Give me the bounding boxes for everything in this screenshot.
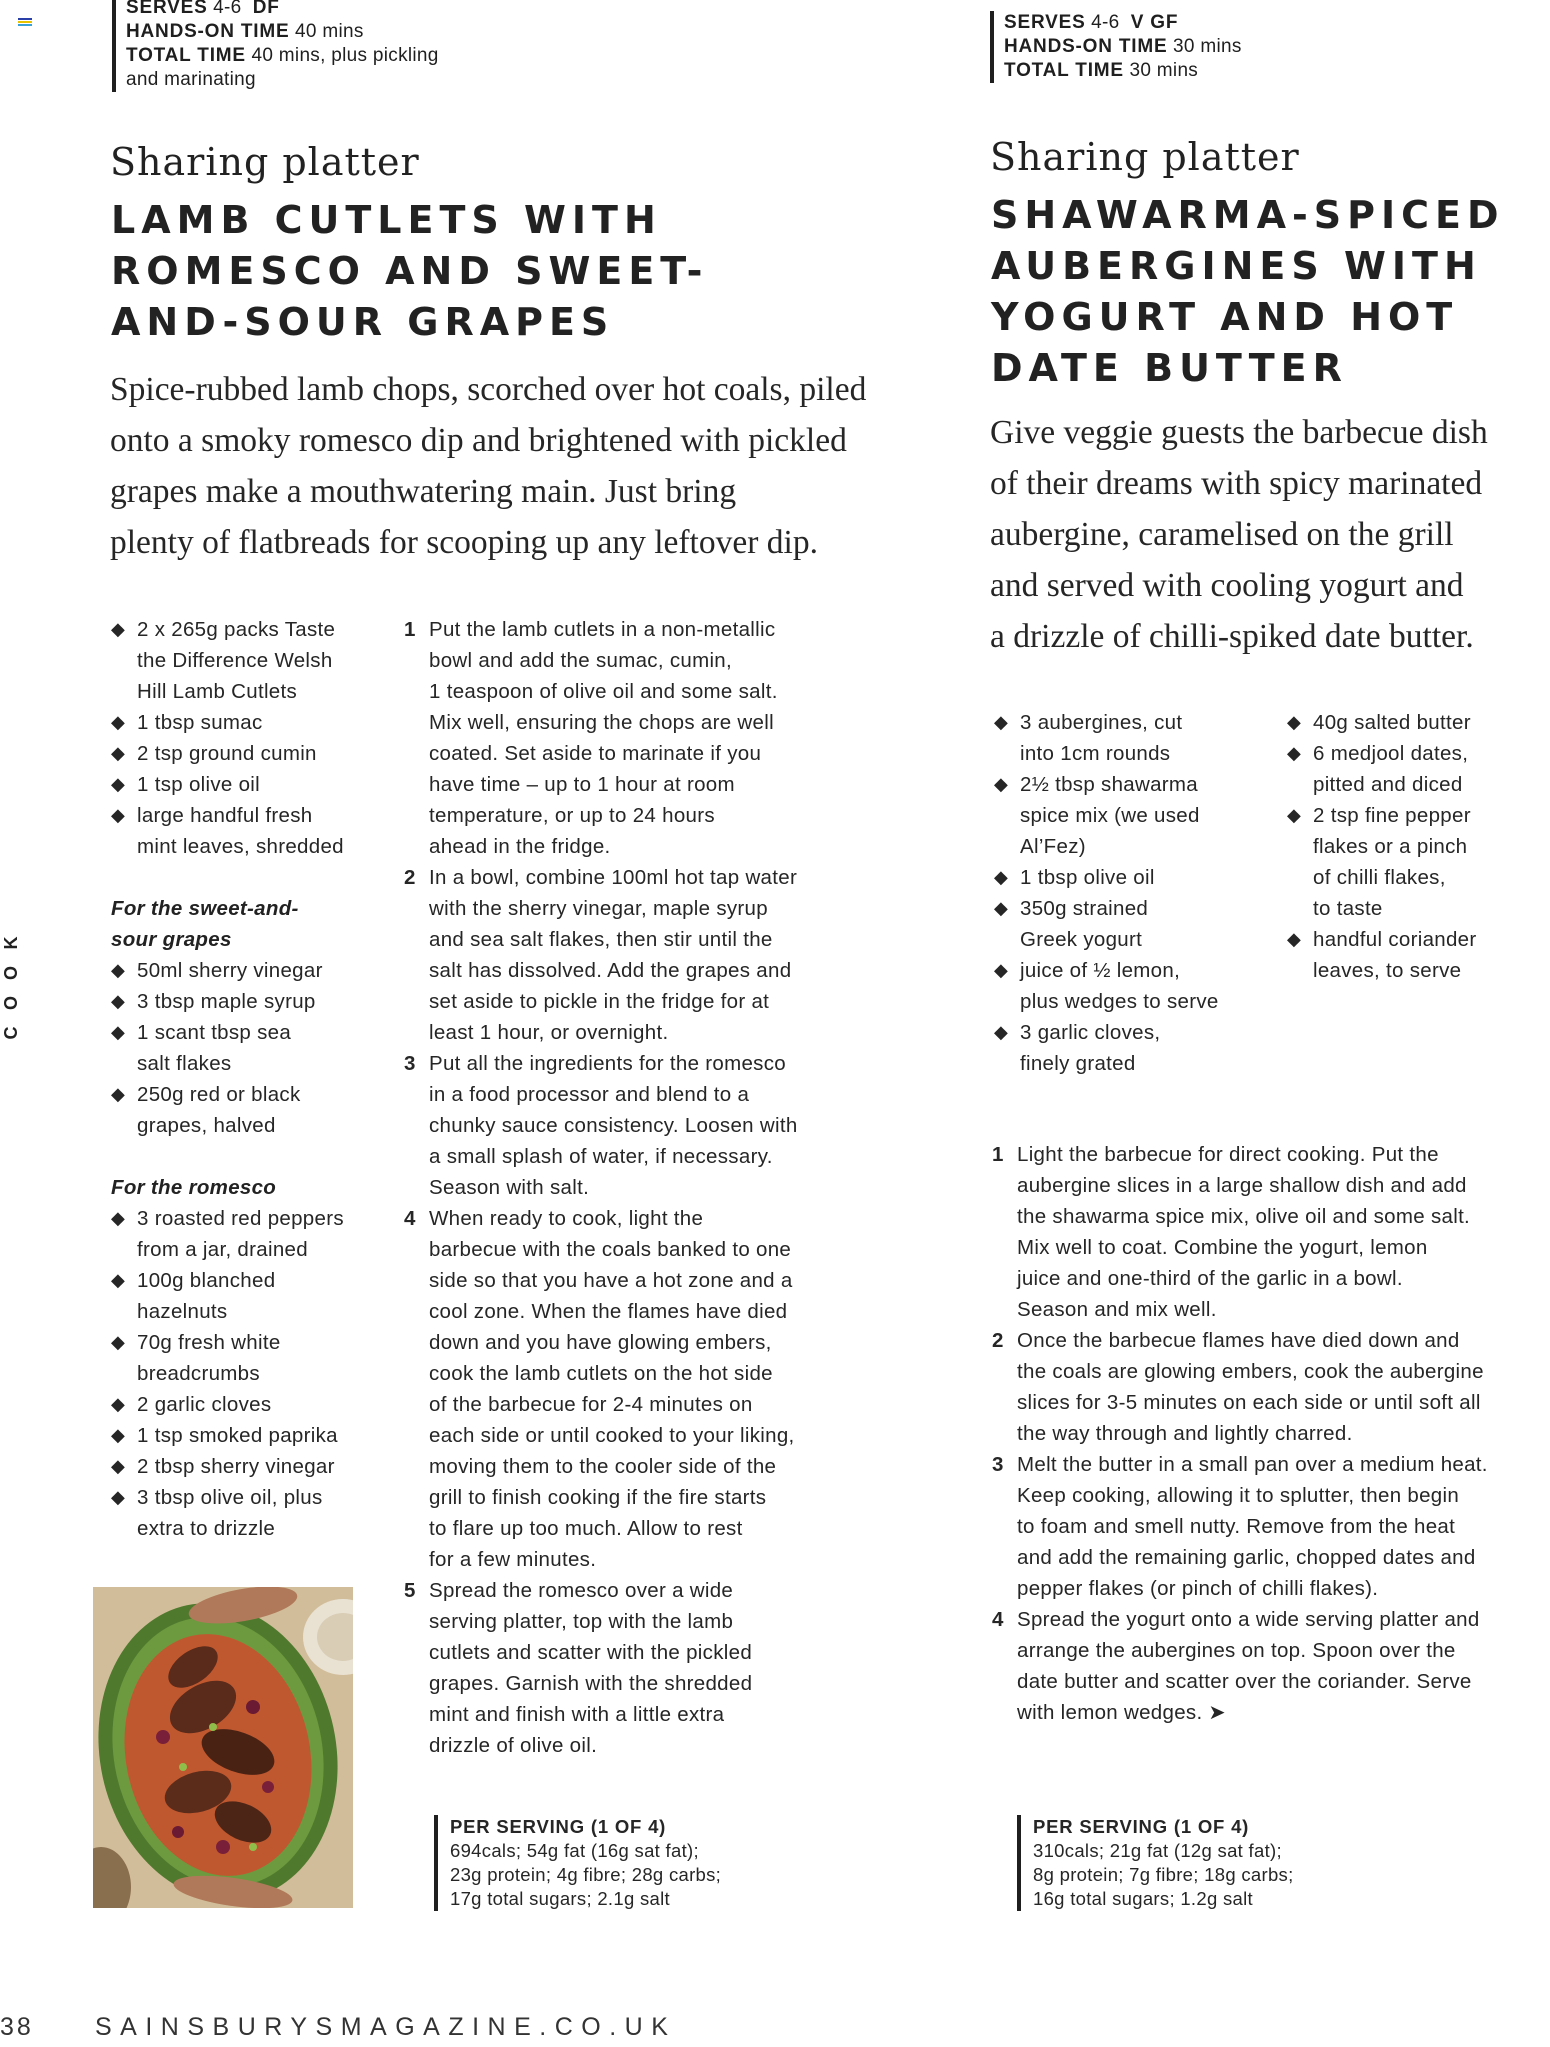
intro-line: Give veggie guests the barbecue dish <box>990 414 1488 451</box>
ingredient-line: ◆ 70g fresh white <box>137 1331 281 1354</box>
step-line: a small splash of water, if necessary. <box>429 1145 773 1168</box>
right-method-list <box>992 1139 1547 1728</box>
step-line: serving platter, top with the lamb <box>429 1610 734 1633</box>
step-line: drizzle of olive oil. <box>429 1734 598 1757</box>
title-line: SHAWARMA-SPICED <box>991 193 1505 237</box>
step-line: least 1 hour, or overnight. <box>429 1021 669 1044</box>
step-number: 1 <box>404 618 416 641</box>
ingredient-line: ◆ 1 tbsp olive oil <box>1020 866 1155 889</box>
ingredient-item <box>111 986 401 1017</box>
step-line: Spread the romesco over a wide <box>429 1579 734 1602</box>
intro-line: grapes make a mouthwatering main. Just bring <box>110 473 737 510</box>
left-ingredients-list <box>111 614 401 1544</box>
side-tab-letter: C <box>1 1026 21 1040</box>
ingredient-item <box>111 769 401 800</box>
ingredient-line: ◆ 1 tbsp sumac <box>137 711 263 734</box>
ingredient-line: grapes, halved <box>137 1114 276 1137</box>
left-method-list <box>404 614 864 1761</box>
step-line: cool zone. When the flames have died <box>429 1300 788 1323</box>
step-line: ahead in the fridge. <box>429 835 611 858</box>
step-line: have time – up to 1 hour at room <box>429 773 735 796</box>
ingredient-line: pitted and diced <box>1313 773 1463 796</box>
ingredient-line: ◆ large handful fresh <box>137 804 313 827</box>
ingredient-line: ◆ 100g blanched <box>137 1269 276 1292</box>
step-line: Put the lamb cutlets in a non-metallic <box>429 618 776 641</box>
step-line: grill to finish cooking if the fire starts <box>429 1486 767 1509</box>
website-footer: SAINSBURYSMAGAZINE.CO.UK <box>95 2013 677 2041</box>
ingredient-subheading <box>111 1172 401 1203</box>
step-line: coated. Set aside to marinate if you <box>429 742 762 765</box>
step-line: for a few minutes. <box>429 1548 597 1571</box>
method-step <box>992 1139 1547 1325</box>
ingredient-line: breadcrumbs <box>137 1362 260 1385</box>
step-line: and add the remaining garlic, chopped dates and <box>1017 1546 1476 1569</box>
step-line: grapes. Garnish with the shredded <box>429 1672 753 1695</box>
right-recipe-title <box>991 190 1531 394</box>
step-number: 3 <box>404 1052 416 1075</box>
ingredient-item <box>1287 707 1547 738</box>
step-number: 2 <box>992 1329 1004 1352</box>
step-line: Season with salt. <box>429 1176 590 1199</box>
ingredient-line: Greek yogurt <box>1020 928 1143 951</box>
step-line: Keep cooking, allowing it to splutter, then begin <box>1017 1484 1460 1507</box>
ingredient-subheading <box>111 893 401 955</box>
ingredient-item <box>111 1389 401 1420</box>
ingredient-item <box>994 707 1274 769</box>
step-number: 4 <box>404 1207 416 1230</box>
ingredient-item <box>994 862 1274 893</box>
title-line: AND-SOUR GRAPES <box>111 300 615 344</box>
step-line: bowl and add the sumac, cumin, <box>429 649 732 672</box>
subheading-line: sour grapes <box>111 928 232 951</box>
ingredient-item <box>111 800 401 862</box>
ingredient-item <box>111 1079 401 1141</box>
ingredient-line: ◆ 250g red or black <box>137 1083 301 1106</box>
ingredient-line: ◆ 1 scant tbsp sea <box>137 1021 292 1044</box>
step-line: arrange the aubergines on top. Spoon over the <box>1017 1639 1456 1662</box>
ingredient-item <box>1287 924 1547 986</box>
ingredient-line: ◆ juice of ½ lemon, <box>1020 959 1181 982</box>
ingredient-item <box>111 1203 401 1265</box>
ingredient-line: flakes or a pinch <box>1313 835 1468 858</box>
step-line: slices for 3-5 minutes on each side or until soft all <box>1017 1391 1481 1414</box>
ingredient-line: of chilli flakes, <box>1313 866 1446 889</box>
step-line: to flare up too much. Allow to rest <box>429 1517 743 1540</box>
ingredient-line: ◆ 3 aubergines, cut <box>1020 711 1183 734</box>
ingredient-line: ◆ 50ml sherry vinegar <box>137 959 323 982</box>
ingredient-item <box>111 1482 401 1544</box>
ingredient-line: mint leaves, shredded <box>137 835 344 858</box>
right-ingredients-list-1 <box>994 707 1274 1079</box>
ingredient-item <box>111 707 401 738</box>
ingredient-item <box>111 1265 401 1327</box>
ingredient-line: ◆ 2 tbsp sherry vinegar <box>137 1455 335 1478</box>
title-line: DATE BUTTER <box>991 346 1348 390</box>
left-nutrition: PER SERVING (1 OF 4) 694cals; 54g fat (16g sat fat); 23g protein; 4g fibre; 28g carbs; 17g total sugars; 2.1g salt <box>434 1815 830 1911</box>
right-recipe-intro <box>990 407 1535 662</box>
step-line: moving them to the cooler side of the <box>429 1455 777 1478</box>
left-recipe-kicker: Sharing platter <box>110 140 420 184</box>
ingredient-line: hazelnuts <box>137 1300 228 1323</box>
step-line: In a bowl, combine 100ml hot tap water <box>429 866 798 889</box>
title-line: AUBERGINES WITH <box>991 244 1482 288</box>
method-step <box>404 1203 864 1575</box>
right-ingredients-list-2 <box>1287 707 1547 986</box>
step-line: and sea salt flakes, then stir until the <box>429 928 773 951</box>
method-step <box>404 1048 864 1203</box>
intro-line: onto a smoky romesco dip and brightened with pickled <box>110 422 847 459</box>
subheading-line: For the romesco <box>111 1176 277 1199</box>
step-line: pepper flakes (or pinch of chilli flakes). <box>1017 1577 1379 1600</box>
ingredient-line: salt flakes <box>137 1052 232 1075</box>
ingredient-item <box>994 769 1274 862</box>
ingredient-item <box>111 1451 401 1482</box>
ingredient-item <box>994 955 1274 1017</box>
ingredient-item <box>111 1327 401 1389</box>
step-line: date butter and scatter over the coriander. Serve <box>1017 1670 1472 1693</box>
method-step <box>992 1449 1547 1604</box>
ingredient-line: ◆ 2½ tbsp shawarma <box>1020 773 1198 796</box>
title-line: LAMB CUTLETS WITH <box>111 198 662 242</box>
step-line: with lemon wedges. ➤ <box>1017 1701 1226 1724</box>
step-line: barbecue with the coals banked to one <box>429 1238 792 1261</box>
right-recipe-meta: SERVES 4-6 V GF HANDS-ON TIME 30 mins TOTAL TIME 30 mins <box>990 11 1424 83</box>
intro-line: Spice-rubbed lamb chops, scorched over hot coals, piled <box>110 371 867 408</box>
ingredient-line: Al’Fez) <box>1020 835 1086 858</box>
lamb-platter-photo <box>93 1587 353 1908</box>
method-step <box>404 1575 864 1761</box>
step-line: aubergine slices in a large shallow dish and add <box>1017 1174 1467 1197</box>
step-line: set aside to pickle in the fridge for at <box>429 990 770 1013</box>
ingredient-line: ◆ 2 garlic cloves <box>137 1393 272 1416</box>
ingredient-line: finely grated <box>1020 1052 1136 1075</box>
method-step <box>992 1325 1547 1449</box>
side-tab-letter: K <box>1 936 21 950</box>
ingredient-line: ◆ 3 tbsp maple syrup <box>137 990 316 1013</box>
step-line: Light the barbecue for direct cooking. Put the <box>1017 1143 1439 1166</box>
ingredient-line: leaves, to serve <box>1313 959 1462 982</box>
ingredient-line: ◆ 2 tsp ground cumin <box>137 742 317 765</box>
left-recipe-meta: SERVES 4-6 DF HANDS-ON TIME 40 mins TOTAL TIME 40 mins, plus pickling and marinating <box>112 0 546 92</box>
step-line: the way through and lightly charred. <box>1017 1422 1353 1445</box>
side-section-tab <box>0 928 22 1048</box>
title-line: ROMESCO AND SWEET- <box>111 249 709 293</box>
intro-line: of their dreams with spicy marinated <box>990 465 1483 502</box>
ingredient-line: ◆ 1 tsp smoked paprika <box>137 1424 338 1447</box>
ingredient-line: ◆ 2 tsp fine pepper <box>1313 804 1471 827</box>
side-tab-letter: O <box>1 966 21 981</box>
method-step <box>992 1604 1547 1728</box>
method-step <box>404 862 864 1048</box>
ingredient-line: ◆ 350g strained <box>1020 897 1149 920</box>
ingredient-line: ◆ 2 x 265g packs Taste <box>137 618 336 641</box>
step-line: Put all the ingredients for the romesco <box>429 1052 786 1075</box>
step-line: down and you have glowing embers, <box>429 1331 772 1354</box>
ingredient-item <box>111 1420 401 1451</box>
step-line: chunky sauce consistency. Loosen with <box>429 1114 798 1137</box>
intro-line: aubergine, caramelised on the grill <box>990 516 1454 553</box>
step-number: 1 <box>992 1143 1004 1166</box>
step-line: side so that you have a hot zone and a <box>429 1269 793 1292</box>
ingredient-item <box>111 1017 401 1079</box>
intro-line: plenty of flatbreads for scooping up any leftover dip. <box>110 524 818 561</box>
ingredient-line: into 1cm rounds <box>1020 742 1171 765</box>
step-line: Season and mix well. <box>1017 1298 1217 1321</box>
step-line: Mix well to coat. Combine the yogurt, lemon <box>1017 1236 1428 1259</box>
step-line: mint and finish with a little extra <box>429 1703 725 1726</box>
ingredient-item <box>994 893 1274 955</box>
step-line: cutlets and scatter with the pickled <box>429 1641 753 1664</box>
ingredient-item <box>1287 738 1547 800</box>
ingredient-item <box>994 1017 1274 1079</box>
ingredient-line: the Difference Welsh <box>137 649 333 672</box>
step-line: of the barbecue for 2-4 minutes on <box>429 1393 753 1416</box>
ingredient-line: to taste <box>1313 897 1383 920</box>
ingredient-item <box>111 738 401 769</box>
ingredient-item <box>1287 800 1547 924</box>
intro-line: a drizzle of chilli-spiked date butter. <box>990 618 1474 655</box>
intro-line: and served with cooling yogurt and <box>990 567 1464 604</box>
step-line: each side or until cooked to your liking, <box>429 1424 795 1447</box>
ingredient-line: ◆ 3 tbsp olive oil, plus <box>137 1486 323 1509</box>
subheading-line: For the sweet-and- <box>111 897 299 920</box>
step-number: 5 <box>404 1579 416 1602</box>
ingredient-line: ◆ handful coriander <box>1313 928 1477 951</box>
ingredient-item <box>111 955 401 986</box>
step-number: 3 <box>992 1453 1004 1476</box>
method-step <box>404 614 864 862</box>
step-line: Once the barbecue flames have died down and <box>1017 1329 1460 1352</box>
step-line: Melt the butter in a small pan over a medium heat. <box>1017 1453 1488 1476</box>
step-line: cook the lamb cutlets on the hot side <box>429 1362 773 1385</box>
step-line: 1 teaspoon of olive oil and some salt. <box>429 680 778 703</box>
step-line: to foam and smell nutty. Remove from the heat <box>1017 1515 1456 1538</box>
step-line: in a food processor and blend to a <box>429 1083 750 1106</box>
left-recipe-title <box>111 195 831 348</box>
ingredient-line: extra to drizzle <box>137 1517 276 1540</box>
right-nutrition: PER SERVING (1 OF 4) 310cals; 21g fat (12g sat fat); 8g protein; 7g fibre; 18g carbs; 16g total sugars; 1.2g salt <box>1017 1815 1413 1911</box>
ingredient-line: from a jar, drained <box>137 1238 308 1261</box>
step-number: 2 <box>404 866 416 889</box>
ingredient-line: ◆ 3 roasted red peppers <box>137 1207 344 1230</box>
step-line: with the sherry vinegar, maple syrup <box>429 897 768 920</box>
ingredient-line: spice mix (we used <box>1020 804 1200 827</box>
ingredient-line: ◆ 3 garlic cloves, <box>1020 1021 1161 1044</box>
step-number: 4 <box>992 1608 1004 1631</box>
step-line: the coals are glowing embers, cook the aubergine <box>1017 1360 1484 1383</box>
color-bar-mark <box>18 18 32 28</box>
ingredient-item <box>111 614 401 707</box>
title-line: YOGURT AND HOT <box>991 295 1459 339</box>
page-number: 38 <box>0 2013 34 2041</box>
ingredient-line: ◆ 1 tsp olive oil <box>137 773 261 796</box>
step-line: salt has dissolved. Add the grapes and <box>429 959 792 982</box>
ingredient-line: plus wedges to serve <box>1020 990 1219 1013</box>
step-line: Spread the yogurt onto a wide serving platter and <box>1017 1608 1480 1631</box>
step-line: juice and one-third of the garlic in a bowl. <box>1017 1267 1403 1290</box>
right-recipe-kicker: Sharing platter <box>990 135 1300 179</box>
ingredient-line: ◆ 6 medjool dates, <box>1313 742 1469 765</box>
step-line: When ready to cook, light the <box>429 1207 704 1230</box>
side-tab-letter: O <box>1 996 21 1011</box>
ingredient-line: ◆ 40g salted butter <box>1313 711 1471 734</box>
step-line: Mix well, ensuring the chops are well <box>429 711 774 734</box>
left-recipe-intro <box>110 364 870 568</box>
step-line: temperature, or up to 24 hours <box>429 804 715 827</box>
step-line: the shawarma spice mix, olive oil and some salt. <box>1017 1205 1471 1228</box>
ingredient-line: Hill Lamb Cutlets <box>137 680 298 703</box>
